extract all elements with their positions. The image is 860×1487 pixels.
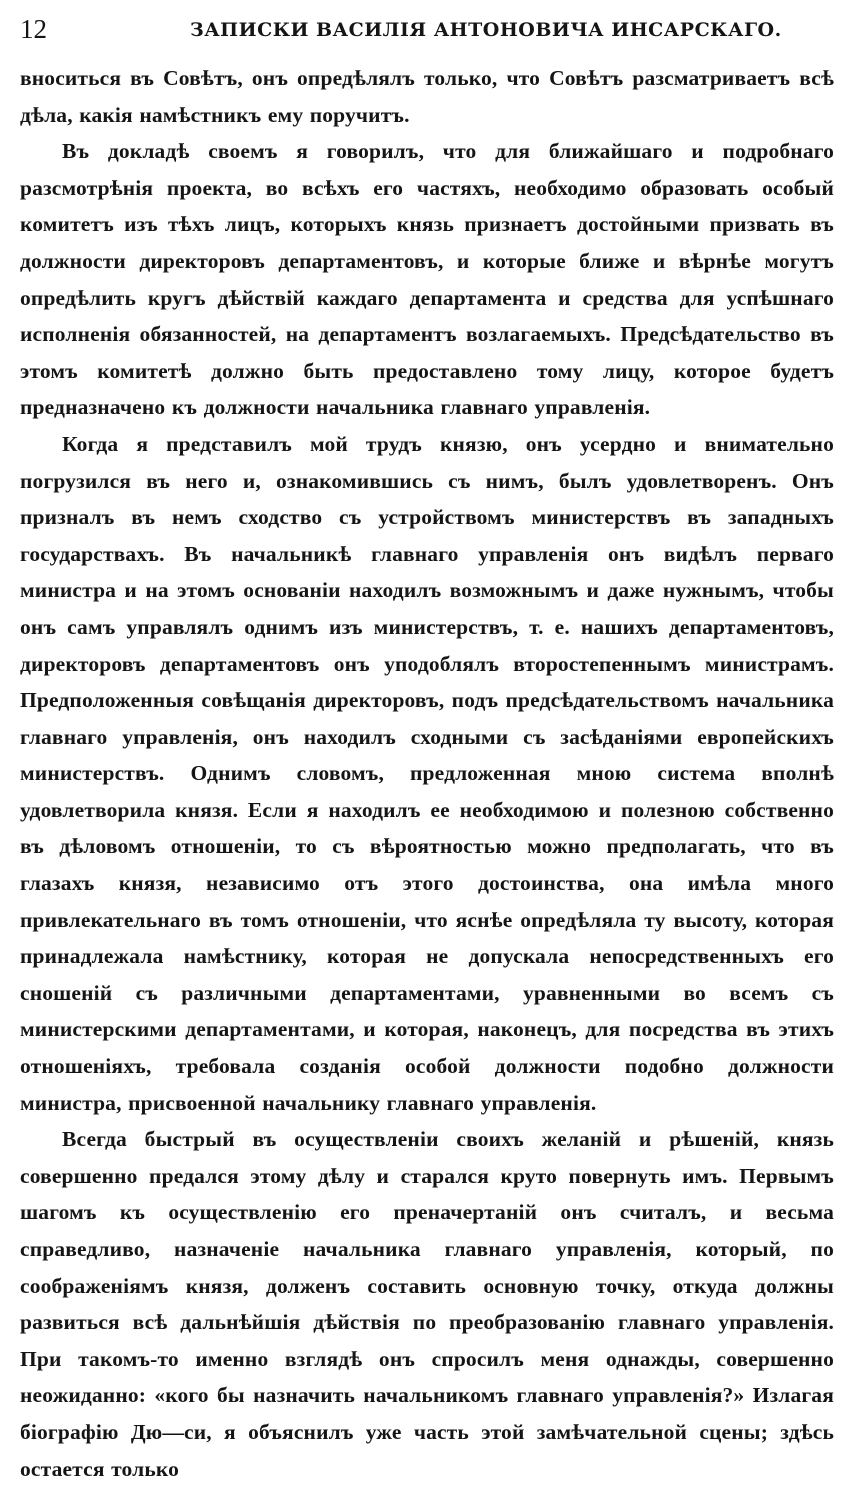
running-title: ЗАПИСКИ ВАСИЛІЯ АНТОНОВИЧА ИНСАРСКАГО. [190,19,782,41]
page-header [20,8,834,42]
paragraph: Когда я представилъ мой трудъ князю, онъ усердно и внимательно погрузился въ него и, ознакомившись съ нимъ, былъ удовлетворенъ. Онъ призналъ въ немъ сходство съ устройствомъ министерствъ въ западныхъ государствахъ. Въ начальникѣ главнаго управленія онъ видѣлъ перваго министра и на этомъ основаніи находилъ возможнымъ и даже нужнымъ, чтобы онъ самъ управлялъ однимъ изъ министерствъ, т. е. нашихъ департаментовъ, директоровъ департаментовъ онъ уподоблялъ второстепеннымъ министрамъ. Предположенныя совѣщанія директоровъ, подъ предсѣдательствомъ начальника главнаго управленія, онъ находилъ сходными съ засѣданіями европейскихъ министерствъ. Однимъ словомъ, предложенная мною система вполнѣ удовлетворила князя. Если я находилъ ее необходимою и полезною собственно въ дѣловомъ отношеніи, то съ вѣроятностью можно предполагать, что въ глазахъ князя, независимо отъ этого достоинства, она имѣла много привлекательнаго въ томъ отношеніи, что яснѣе опредѣляла ту высоту, которая принадлежала намѣстнику, которая не допускала непосредственныхъ его сношеній съ различными департаментами, уравненными во всемъ съ министерскими департаментами, и которая, наконецъ, для посредства въ этихъ отношеніяхъ, требовала созданія особой должности подобно должности министра, присвоенной начальнику главнаго управленія. [20,431,834,1115]
paragraph: Въ докладѣ своемъ я говорилъ, что для ближайшаго и подробнаго разсмотрѣнія проекта, во всѣхъ его частяхъ, необходимо образовать особый комитетъ изъ тѣхъ лицъ, которыхъ князь признаетъ достойными призвать въ должности директоровъ департаментовъ, и которые ближе и вѣрнѣе могутъ опредѣлить кругъ дѣйствій каждаго департамента и средства для успѣшнаго исполненія обязанностей, на департаментъ возлагаемыхъ. Предсѣдательство въ этомъ комитетѣ должно быть предоставлено тому лицу, которое будетъ предназначено къ должности начальника главнаго управленія. [20,139,834,420]
paragraph: вноситься въ Совѣтъ, онъ опредѣлялъ только, что Совѣтъ разсматриваетъ всѣ дѣла, какія намѣстникъ ему поручитъ. [20,66,834,127]
page-number: 12 [20,14,47,44]
paragraph: Всегда быстрый въ осуществленіи своихъ желаній и рѣшеній, князь совершенно предался этому дѣлу и старался круто повернуть имъ. Первымъ шагомъ къ осуществленію его преначертаній онъ считалъ, и весьма справедливо, назначеніе начальника главнаго управленія, который, по соображеніямъ князя, долженъ составить основную точку, откуда должны развиться всѣ дальнѣйшія дѣйствія по преобразованію главнаго управленія. При такомъ-то именно взглядѣ онъ спросилъ меня однажды, совершенно неожиданно: «кого бы назначить начальникомъ главнаго управленія?» Излагая біографію Дю—си, я объяснилъ уже часть этой замѣчательной сцены; здѣсь остается только [20,1127,834,1481]
body-text [20,60,834,1487]
